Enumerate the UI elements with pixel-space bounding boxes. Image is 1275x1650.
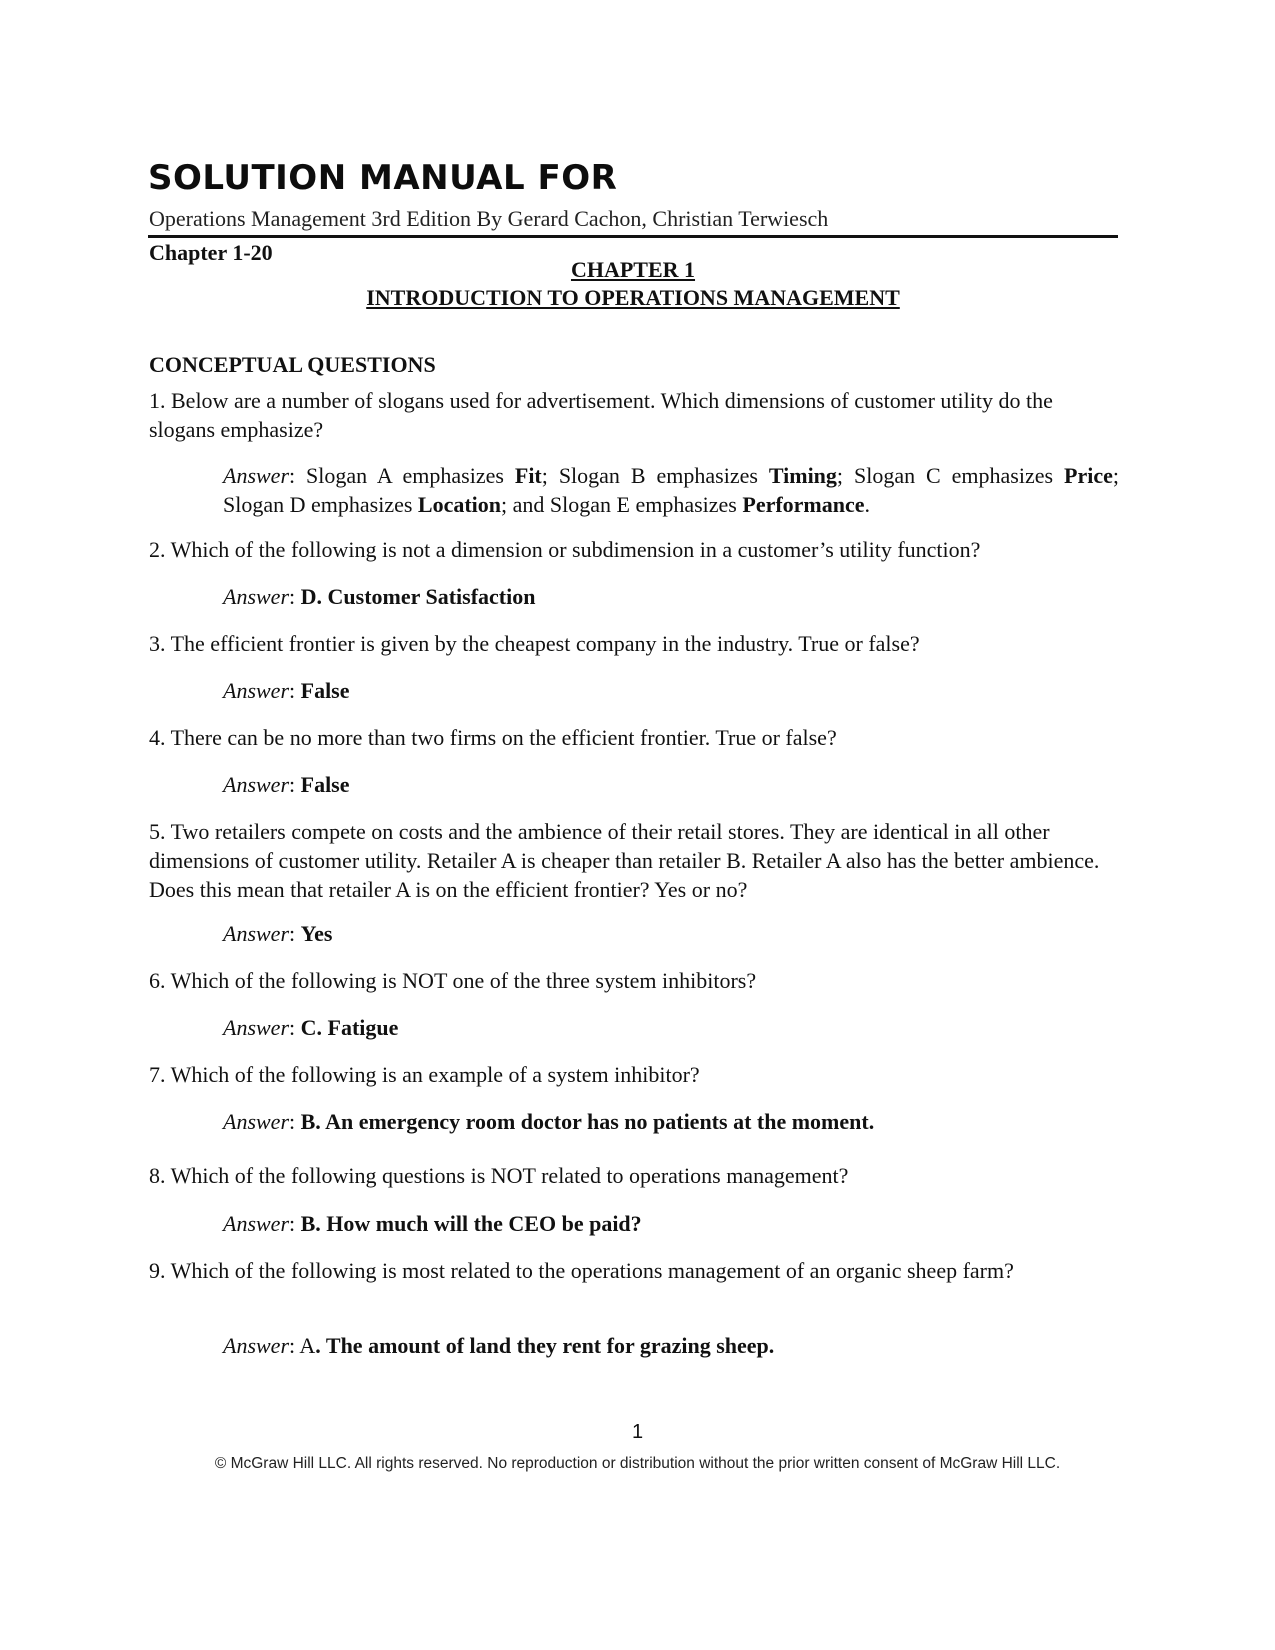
chapter-range: Chapter 1-20 <box>149 240 273 265</box>
answer-text <box>223 1107 1119 1136</box>
answer-segment: . <box>864 492 871 517</box>
question-text: 1. Below are a number of slogans used for advertisement. Which dimensions of customer utility do the slogans emphasize? <box>149 388 1053 442</box>
answer-emphasis: Performance <box>742 492 865 517</box>
answer-separator: : <box>289 921 301 946</box>
question-text: 3. The efficient frontier is given by the cheapest company in the industry. True or false? <box>149 631 920 656</box>
answer-text <box>223 582 1119 611</box>
answer-value: B. How much will the CEO be paid? <box>300 1211 642 1236</box>
answer-separator: : <box>289 772 301 797</box>
answer-text <box>223 770 1119 799</box>
answer-segment: ; Slogan D emphasizes <box>223 463 1119 517</box>
question-block-1 <box>149 386 1119 517</box>
answer-label: Answer <box>223 463 289 488</box>
book-subtitle: Operations Management 3rd Edition By Gerard Cachon, Christian Terwiesch <box>149 206 829 231</box>
answer-separator: : <box>289 1211 301 1236</box>
answer-emphasis: Price <box>1064 463 1113 488</box>
question-text: 9. Which of the following is most related to the operations management of an organic sheep farm? <box>149 1258 1014 1283</box>
question-block-7 <box>149 1060 1119 1134</box>
answer-text <box>223 676 1119 705</box>
answer-separator: : <box>289 584 301 609</box>
answer-emphasis: Timing <box>768 463 837 488</box>
document-banner: SOLUTION MANUAL FOR <box>148 158 618 198</box>
answer-emphasis: Fit <box>514 463 542 488</box>
answer-emphasis: Location <box>417 492 502 517</box>
answer-segment: : Slogan A emphasizes <box>289 463 515 488</box>
section-title: CONCEPTUAL QUESTIONS <box>149 352 436 377</box>
page-number: 1 <box>631 1421 644 1443</box>
answer-value: False <box>300 772 350 797</box>
answer-value: B. An emergency room doctor has no patients at the moment. <box>300 1109 875 1134</box>
answer-text <box>223 1209 1119 1238</box>
answer-label: Answer <box>223 678 289 703</box>
question-block-3 <box>149 629 1119 703</box>
chapter-title: INTRODUCTION TO OPERATIONS MANAGEMENT <box>366 285 900 310</box>
question-text: 6. Which of the following is NOT one of the three system inhibitors? <box>149 968 757 993</box>
header-rule <box>148 235 1118 238</box>
question-block-9 <box>149 1256 1119 1358</box>
answer-separator: : <box>289 678 301 703</box>
answer-segment: ; Slogan C emphasizes <box>836 463 1065 488</box>
question-text: 8. Which of the following questions is NOT related to operations management? <box>149 1163 849 1188</box>
question-text: 4. There can be no more than two firms on the efficient frontier. True or false? <box>149 725 837 750</box>
question-block-8 <box>149 1161 1119 1236</box>
question-block-4 <box>149 723 1119 797</box>
answer-separator: : A <box>289 1333 316 1358</box>
answer-value: . The amount of land they rent for grazing sheep. <box>315 1333 775 1358</box>
answer-segment: ; and Slogan E emphasizes <box>501 492 743 517</box>
answer-label: Answer <box>223 1333 289 1358</box>
question-text: 2. Which of the following is not a dimension or subdimension in a customer’s utility function? <box>149 537 981 562</box>
answer-label: Answer <box>223 1211 289 1236</box>
answer-text <box>223 919 1119 948</box>
answer-label: Answer <box>223 1109 289 1134</box>
answer-label: Answer <box>223 921 289 946</box>
answer-label: Answer <box>223 772 289 797</box>
question-block-6 <box>149 966 1119 1040</box>
answer-text <box>223 1013 1119 1042</box>
copyright-footer: © McGraw Hill LLC. All rights reserved. No reproduction or distribution without the prior written consent of McGraw Hill LLC. <box>214 1455 1061 1472</box>
answer-value: Yes <box>300 921 333 946</box>
answer-label: Answer <box>223 584 289 609</box>
answer-text <box>223 1331 1119 1360</box>
answer-value: D. Customer Satisfaction <box>300 584 536 609</box>
question-block-2 <box>149 535 1119 609</box>
answer-label: Answer <box>223 1015 289 1040</box>
answer-value: False <box>300 678 350 703</box>
question-block-5 <box>149 817 1119 946</box>
question-text: 7. Which of the following is an example of a system inhibitor? <box>149 1062 700 1087</box>
answer-separator: : <box>289 1109 301 1134</box>
answer-separator: : <box>289 1015 301 1040</box>
chapter-number: CHAPTER 1 <box>570 257 696 282</box>
answer-segment: ; Slogan B emphasizes <box>541 463 769 488</box>
answer-value: C. Fatigue <box>300 1015 399 1040</box>
question-text: 5. Two retailers compete on costs and the ambience of their retail stores. They are identical in all other dimensions of customer utility. Retailer A is cheaper than retailer B. Retailer A also has the better ambience. Does this mean that retailer A is on the efficient frontier? Yes or no? <box>149 819 1100 902</box>
answer-text <box>223 461 1119 519</box>
